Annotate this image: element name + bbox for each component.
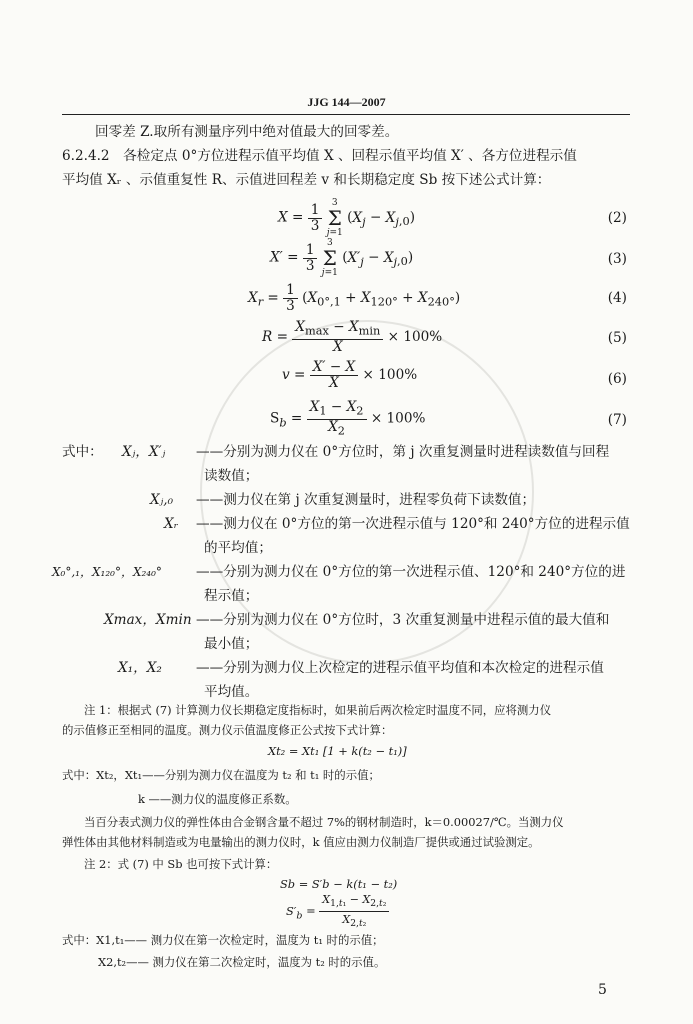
def-text: ——分别为测力仪在 0°方位的第一次进程示值、120°和 240°方位的进 xyxy=(196,564,626,580)
def-symbol: Xᵣ xyxy=(164,516,179,532)
note-1: 注 1：根据式 (7) 计算测力仪长期稳定度指标时，如果前后两次检定时温度不同，应将测力仪 xyxy=(84,703,552,717)
equation-number: (6) xyxy=(607,371,627,387)
def-text: 最小值； xyxy=(204,636,259,652)
equation-number: (5) xyxy=(607,330,627,346)
note-text: 弹性体由其他材料制造或为电量输出的测力仪时，k 值应由测力仪制造厂提供或通过试验测定。 xyxy=(62,835,540,849)
note-text: 的示值修正至相同的温度。测力仪示值温度修正公式按下式计算： xyxy=(62,723,393,737)
def-text: ——分别为测力仪在 0°方位时，3 次重复测量中进程示值的最大值和 xyxy=(196,612,610,628)
def-symbol: X₁，X₂ xyxy=(118,660,162,676)
note-equation-fraction: $S'_b$ = $\frac{X_{1,t_1} - X_{2,t_2}}{X_{2,t_2}}$ xyxy=(286,892,389,931)
def-text: ——分别为测力仪在 0°方位时，第 j 次重复测量时进程读数值与回程 xyxy=(196,444,610,460)
def-text: ——测力仪在 0°方位的第一次进程示值与 120°和 240°方位的进程示值 xyxy=(196,516,630,532)
note-text: 当百分表式测力仪的弹性体由合金钢含量不超过 7%的钢材制造时，k＝0.00027/℃。当测力仪 xyxy=(84,815,564,829)
def-text: 的平均值； xyxy=(204,540,272,556)
note-where: X2,t₂—— 测力仪在第二次检定时，温度为 t₂ 时的示值。 xyxy=(98,955,386,969)
equation-3: X′ = $\frac{1}{3}$ 3 Σ j=1 $(X'_j - X_{j,0})$ xyxy=(270,238,414,278)
note-where: k ——测力仪的温度修正系数。 xyxy=(138,792,297,806)
def-symbol: Xⱼ，X′ⱼ xyxy=(122,444,166,460)
def-symbol: Xⱼ,₀ xyxy=(150,492,174,508)
equation-7: $S_b$ = $\frac{X_1 - X_2}{X_2}$ × 100% xyxy=(270,399,426,438)
def-symbol: Xmax，Xmin xyxy=(104,612,192,628)
text-line: 平均值 Xᵣ 、示值重复性 R、示值进回程差 v 和长期稳定度 Sb 按下述公式计算： xyxy=(62,172,551,188)
page-number: 5 xyxy=(598,982,607,998)
equation-2: X = $\frac{1}{3}$ 3 Σ j=1 $(X_j - X_{j,0})$ xyxy=(278,198,415,238)
def-text: 程示值； xyxy=(204,588,259,604)
defs-intro: 式中： xyxy=(62,444,103,460)
def-text: 平均值。 xyxy=(204,684,259,700)
def-symbol: X₀°,₁，X₁₂₀°，X₂₄₀° xyxy=(52,565,162,579)
note-2: 注 2：式 (7) 中 Sb 也可按下式计算： xyxy=(84,857,278,871)
note-where: 式中：X1,t₁—— 测力仪在第一次检定时，温度为 t₁ 时的示值； xyxy=(62,933,384,947)
header-rule xyxy=(62,114,630,115)
equation-6: v = $\frac{X' - X}{X}$ × 100% xyxy=(282,359,418,391)
def-text: 读数值； xyxy=(204,468,259,484)
equation-number: (4) xyxy=(607,290,627,306)
text-line: 回零差 Z.取所有测量序列中绝对值最大的回零差。 xyxy=(95,124,399,140)
note-equation: Sb = S′b − k(t₁ − t₂) xyxy=(280,877,398,891)
section-heading-line: 6.2.4.2 各检定点 0°方位进程示值平均值 X 、回程示值平均值 X′ 、各方位进程示值 xyxy=(62,148,577,164)
note-where: 式中：Xt₂，Xt₁——分别为测力仪在温度为 t₂ 和 t₁ 时的示值； xyxy=(62,768,380,782)
def-text: ——分别为测力仪上次检定的进程示值平均值和本次检定的进程示值 xyxy=(196,660,604,676)
equation-4: $X_r$ = $\frac{1}{3}$ $(X_{0^\circ,1} + X_{120^\circ} + X_{240^\circ})$ xyxy=(248,282,461,314)
equation-5: R = $\frac{X_{max} - X_{min}}{X}$ × 100% xyxy=(262,319,443,355)
running-header: JJG 144—2007 xyxy=(307,95,386,109)
equation-number: (7) xyxy=(607,412,627,428)
equation-number: (3) xyxy=(607,251,627,267)
def-text: ——测力仪在第 j 次重复测量时，进程零负荷下读数值； xyxy=(196,492,536,508)
note-equation: Xt₂ = Xt₁ [1 + k(t₂ − t₁)] xyxy=(268,744,407,758)
equation-number: (2) xyxy=(607,210,627,226)
